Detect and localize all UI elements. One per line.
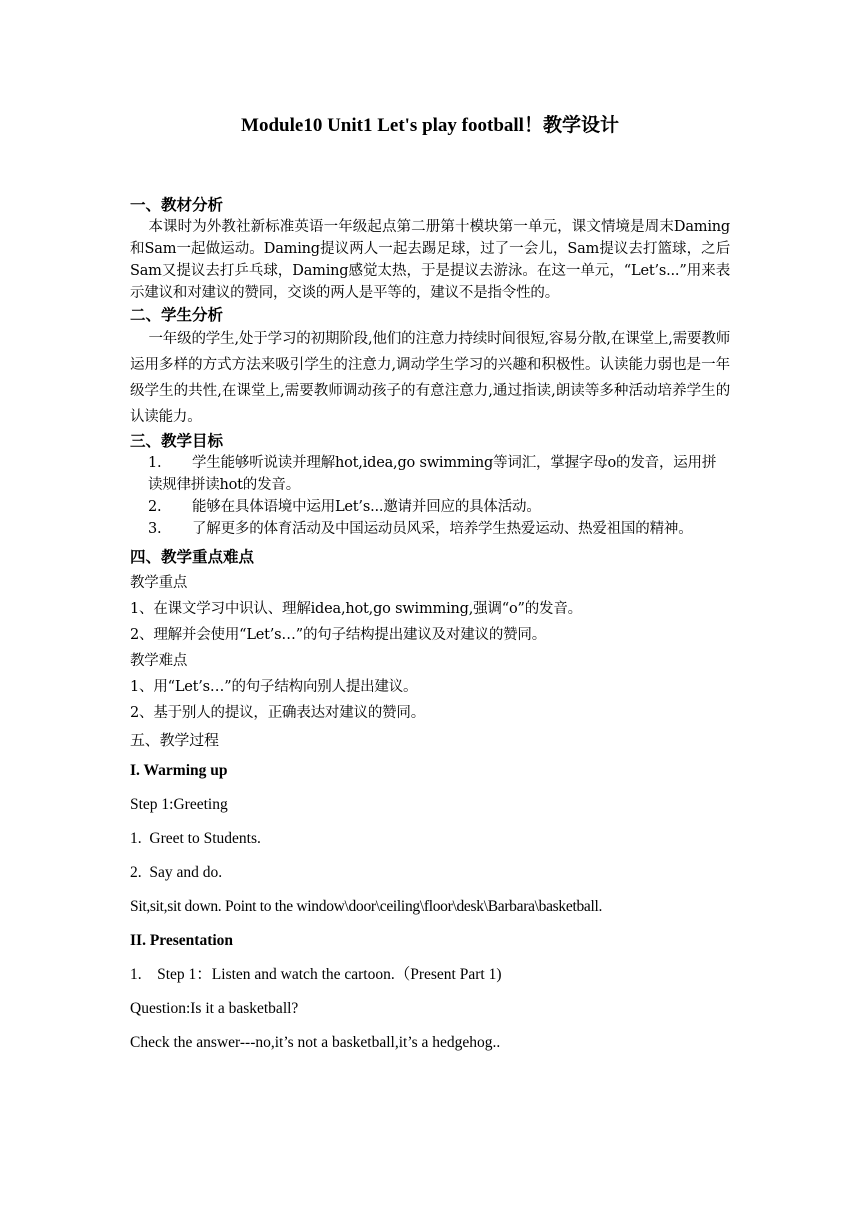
difficulty-item: 2、基于别人的提议，正确表达对建议的赞同。 [130,705,426,721]
section-heading-teaching-goals: 三、教学目标 [130,432,224,450]
key-points-label: 教学重点 [130,575,188,591]
goal-number: 3. [148,521,162,537]
goal-text: 能够在具体语境中运用Let’s...邀请并回应的具体活动。 [192,499,541,515]
key-point-item: 1、在课文学习中识认、理解idea,hot,go swimming,强调“o”的发音。 [130,601,582,617]
part-heading-warming-up: I. Warming up [130,762,228,779]
goal-number: 2. [148,499,162,515]
warming-up-line: 2. Say and do. [130,864,223,881]
presentation-line: Question:Is it a basketball? [130,1000,299,1017]
goal-number: 1. [148,455,162,471]
goal-item [130,496,730,518]
warming-up-line: 1. Greet to Students. [130,830,261,847]
part-heading-presentation: II. Presentation [130,932,234,949]
difficulty-label: 教学难点 [130,653,188,669]
goal-item [130,452,730,496]
warming-up-line: Step 1:Greeting [130,796,228,813]
key-point-item: 2、理解并会使用“Let’s…”的句子结构提出建议及对建议的赞同。 [130,627,547,643]
goal-text: 了解更多的体育活动及中国运动员风采，培养学生热爱运动、热爱祖国的精神。 [192,521,693,537]
section-heading-student-analysis: 二、学生分析 [130,306,224,324]
difficulty-item: 1、用“Let’s…”的句子结构向别人提出建议。 [130,679,418,695]
material-analysis-text: 本课时为外教社新标准英语一年级起点第二册第十模块第一单元，课文情境是周末Daming 和Sam一起做运动。Daming提议两人一起去踢足球，过了一会儿，Sam提议去打篮球，之后Sam又提议去打乒乓球，Daming感觉太热，于是提议去游泳。在这一单元，“Let’s...”用来表示建议和对建议的赞同，交谈的两人是平等的，建议不是指令性的。 [130,219,730,301]
goal-item [130,518,730,540]
goal-text: 学生能够听说读并理解hot,idea,go swimming等词汇，掌握字母o的发音，运用拼读规律拼读hot的发音。 [148,455,717,493]
section-heading-teaching-process: 五、教学过程 [130,731,219,749]
section-heading-key-points: 四、教学重点难点 [130,548,255,566]
document-body [130,194,730,1060]
presentation-line: 1. Step 1：Listen and watch the cartoon.（Present Part 1) [130,966,502,983]
section-heading-material-analysis: 一、教材分析 [130,196,224,214]
presentation-line: Check the answer---no,it’s not a basketball,it’s a hedgehog.. [130,1034,501,1051]
warming-up-line: Sit,sit,sit down. Point to the window\door\ceiling\floor\desk\Barbara\basketball. [130,898,603,915]
document-title: Module10 Unit1 Let's play football！教学设计 [241,115,619,136]
student-analysis-text: 一年级的学生,处于学习的初期阶段,他们的注意力持续时间很短,容易分散,在课堂上,需要教师运用多样的方式方法来吸引学生的注意力,调动学生学习的兴趣和积极性。认读能力弱也是一年级学生的共性,在课堂上,需要教师调动孩子的有意注意力,通过指读,朗读等多种活动培养学生的认读能力。 [130,331,730,425]
